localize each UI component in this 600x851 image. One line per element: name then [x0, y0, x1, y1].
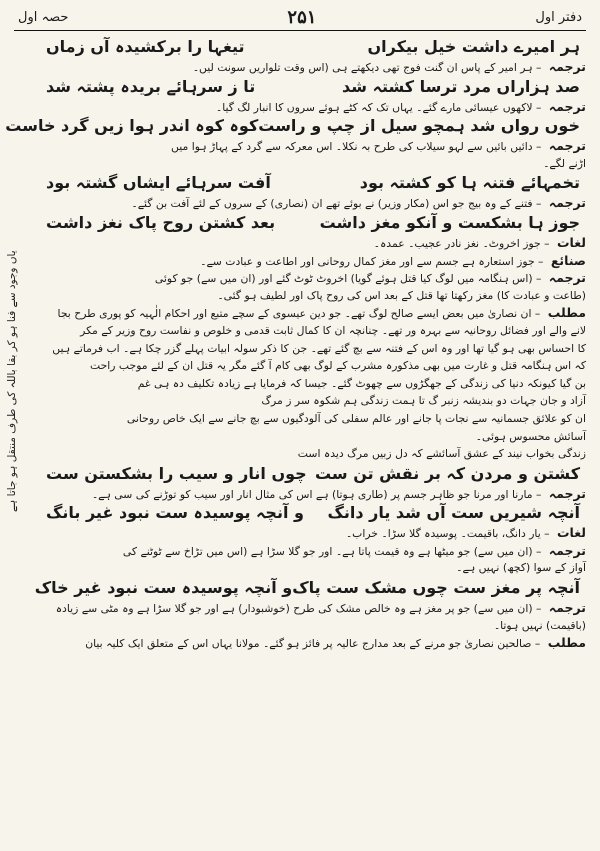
verse-line: [40, 172, 586, 194]
prose-line: ترجمہ – لاکھوں عیسائی مارے گئے۔ یہاں تک کہ کٹے ہوئے سروں کا انبار لگ گیا۔: [215, 98, 586, 114]
line-label: صنائع: [550, 252, 586, 268]
line-text: ان کو علائق جسمانیہ سے نجات پا جانے اور عالم سفلی کی آلودگیوں سے بچ جانے سے ایک خاص روحانی: [126, 411, 586, 425]
line-text: اڑنے لگے۔: [543, 156, 586, 170]
prose-line: [40, 392, 586, 410]
prose-line: [40, 410, 586, 428]
verse-hemistich-right: آنچہ شیریں ست آں شد یار دانگ: [327, 503, 580, 523]
prose-line: [40, 357, 586, 375]
line-text: یار دانگ، باقیمت۔ پوسیدہ گلا سڑا۔ خراب۔: [345, 527, 541, 541]
verse-hemistich-right: جوز ہا بشکست و آنکو مغز داشت: [319, 212, 580, 232]
prose-line: [40, 445, 586, 463]
prose-line: [40, 428, 586, 446]
prose-line: ترجمہ – (ان میں سے) جو میٹھا ہے وہ قیمت پاتا ہے۔ اور جو گلا سڑا ہے (اس میں تڑاخ سے ٹوٹنے کی: [122, 542, 586, 558]
verse-line: [40, 212, 586, 234]
prose-line: [40, 617, 586, 635]
line-label: مطلب: [547, 305, 586, 321]
line-text: لاکھوں عیسائی مارے گئے۔ یہاں تک کہ کٹے ہوئے سروں کا انبار لگ گیا۔: [215, 100, 533, 114]
prose-line: [40, 155, 586, 173]
line-text: بن گیا کیونکہ دنیا کی زندگی کے جھگڑوں سے چھوٹ گئے۔ جیسا کہ فرمایا ہے زیادہ تکلیف دہ ہی غم: [137, 376, 586, 390]
verse-hemistich-left: و آنچہ پوسیدہ ست نبود غیر بانگ: [46, 503, 304, 523]
verse-hemistich-right: تخمہائے فتنہ ہا کو کشتہ بود: [359, 173, 580, 193]
prose-line: [40, 322, 586, 340]
prose-line: مطلب – صالحین نصاریٰ جو مرنے کے بعد مدارج عالیہ پر فائز ہو گئے۔ مولانا یہاں اس کے متعلق ایک کلیہ بیان: [85, 635, 586, 651]
line-text: (طاعت و عبادت کا) مغز رکھتا تھا قتل کے بعد اس کی روح پاک اور لطیف ہو گئی۔: [217, 288, 586, 302]
line-text: جوز استعارہ ہے جسم سے اور مغز کمال روحانی اور اطاعت و عبادت سے۔: [200, 254, 535, 268]
line-label: مطلب: [547, 635, 586, 651]
prose-line: ترجمہ – (اس ہنگامہ میں لوگ کیا قتل ہوئے گویا) اخروٹ ٹوٹ گئے اور (ان میں سے) جو کوئی: [154, 270, 586, 286]
header-divider: [14, 30, 586, 31]
line-text: کہ اس ہنگامہ قتل و غارت میں بھی مذکورہ مشرب کے لوگ بھی کام آ گئے مگر یہ قتل ان کے لئے موجب راحت: [90, 359, 586, 373]
page-number: ۲۵۱: [287, 6, 317, 28]
line-label: ترجمہ: [548, 195, 586, 211]
prose-line: لغات – جوز اخروٹ۔ نغز نادر عجیب۔ عمدہ۔: [373, 234, 586, 250]
verse-line: [40, 76, 586, 98]
verse-hemistich-right: خوں رواں شد ہمچو سیل از چپ و راست: [258, 116, 580, 136]
verse-hemistich-left: آفت سرہائے ایشاں گشتہ بود: [46, 173, 271, 193]
header-book-section: دفتر اول: [535, 9, 582, 25]
prose-line: مطلب – ان نصاریٰ میں بعض ایسے صالح لوگ تھے۔ جو دین عیسوی کے سچے متبع اور احکام الٰہیہ کو پوری طرح بجا: [57, 305, 586, 321]
verse-hemistich-right: آنچہ پر مغز ست چوں مشک ست پاک: [292, 578, 580, 598]
line-label: ترجمہ: [548, 542, 586, 558]
line-text: دائیں بائیں سے لہو سیلاب کی طرح بہ نکلا۔ اس معرکہ سے گرد کے پہاڑ ہوا میں: [171, 140, 533, 154]
page-header: [18, 6, 582, 28]
line-text: کا احساس بھی ہو گیا تھا اور وہ اس کے فتنہ سے بچ گئے تھے۔ جن کا ذکر سولہ ابیات پہلے گزر چکا ہے۔ اب فرماتے ہیں: [52, 341, 586, 355]
line-label: ترجمہ: [548, 600, 586, 616]
verse-hemistich-left: تیغہا را برکشیدہ آں زماں: [46, 37, 245, 56]
line-text: (اس ہنگامہ میں لوگ کیا قتل ہوئے گویا) اخروٹ ٹوٹ گئے اور (ان میں سے) جو کوئی: [154, 272, 533, 286]
prose-line: [40, 287, 586, 305]
line-label: ترجمہ: [548, 270, 586, 286]
line-text: فتنے کے وہ بیج جو اس (مکار وزیر) نے بوئے تھے ان (نصاری) کے سروں کے لئے آفت بن گئے۔: [131, 197, 533, 211]
line-text: (باقیمت) نہیں ہوتا۔: [493, 618, 586, 632]
prose-line: لغات – یار دانگ، باقیمت۔ پوسیدہ گلا سڑا۔ خراب۔: [345, 525, 586, 541]
line-label: ترجمہ: [548, 138, 586, 154]
verse-hemistich-right: کشتن و مردن کہ بر نقش تن ست: [314, 463, 580, 483]
line-text: جوز اخروٹ۔ نغز نادر عجیب۔ عمدہ۔: [373, 236, 541, 250]
verse-line: [34, 577, 586, 599]
verse-hemistich-left: کوہ کوہ اندر ہوا زیں گرد خاست: [5, 116, 259, 136]
verse-hemistich-left: بعد کشتن روح پاک نغز داشت: [46, 212, 276, 232]
line-text: مارنا اور مرنا جو ظاہر جسم پر (طاری ہوتا) ہے اس کی مثال انار اور سیب کو توڑنے کی سی ہے۔: [91, 487, 533, 501]
prose-line: [40, 340, 586, 358]
line-label: ترجمہ: [548, 59, 586, 74]
prose-line: ترجمہ – مارنا اور مرنا جو ظاہر جسم پر (طاری ہوتا) ہے اس کی مثال انار اور سیب کو توڑنے کی سی ہے۔: [91, 485, 586, 501]
line-text: (ان میں سے) جو پر مغز ہے وہ خالص مشک کی طرح (خوشبودار) ہے اور جو گلا سڑا ہے وہ مٹی سے زیادہ: [55, 602, 533, 616]
verse-hemistich-right: صد ہزاراں مرد ترسا کشتہ شد: [342, 76, 580, 96]
verse-line: [5, 115, 586, 137]
line-text: آسائش محسوس ہوئی۔: [475, 429, 586, 443]
header-part-label: حصہ اول: [18, 9, 69, 25]
verse-hemistich-left: چوں انار و سیب را بشکستن ست: [46, 463, 307, 483]
prose-line: [40, 559, 586, 577]
line-label: ترجمہ: [548, 485, 586, 501]
line-text: لانے والے اور فضائل روحانیہ سے بہرہ ور تھے۔ چنانچہ ان کا کمال ثابت قدمی و خلوص و نفاست روح وزیر کے مکر: [80, 323, 586, 337]
line-text: آواز کے سوا (کچھ) نہیں ہے۔: [456, 561, 586, 575]
verse-hemistich-right: ہر امیرے داشت خیل بیکراں: [367, 37, 580, 56]
verse-line: [40, 502, 586, 524]
line-text: صالحین نصاریٰ جو مرنے کے بعد مدارج عالیہ پر فائز ہو گئے۔ مولانا یہاں اس کے متعلق ایک کلیہ بیان: [85, 637, 532, 651]
line-text: ہر امیر کے پاس ان گنت فوج تھی دیکھتے ہی (اس وقت تلواریں سونت لیں۔: [192, 61, 533, 74]
line-text: آزاد و جان جہات دو بندیشہ زنبر گ تا ہمت زندگی ہم شکوہ سر ز مرگ: [261, 394, 586, 408]
prose-line: ترجمہ – (ان میں سے) جو پر مغز ہے وہ خالص مشک کی طرح (خوشبودار) ہے اور جو گلا سڑا ہے وہ مٹی سے زیادہ: [55, 600, 586, 616]
prose-line: ترجمہ – فتنے کے وہ بیج جو اس (مکار وزیر) نے بوئے تھے ان (نصاری) کے سروں کے لئے آفت بن گئے۔: [131, 195, 586, 211]
prose-line: ترجمہ – ہر امیر کے پاس ان گنت فوج تھی دیکھتے ہی (اس وقت تلواریں سونت لیں۔: [192, 59, 586, 74]
verse-line: [40, 463, 586, 485]
verse-hemistich-left: و آنچہ پوسیدہ ست نبود غیر خاک: [34, 578, 293, 598]
prose-line: صنائع – جوز استعارہ ہے جسم سے اور مغز کمال روحانی اور اطاعت و عبادت سے۔: [200, 252, 586, 268]
line-label: ترجمہ: [548, 98, 586, 114]
margin-note: یاں وجود سے فنا ہو کر بقا باللہ کی طرف منتقل ہو جاتا ہے: [6, 250, 18, 512]
line-text: زندگی بخواب نیند کے عشق آسائشے کہ دل زبیں مرگ دیدہ است: [297, 447, 586, 461]
prose-line: [40, 375, 586, 393]
prose-line: ترجمہ – دائیں بائیں سے لہو سیلاب کی طرح بہ نکلا۔ اس معرکہ سے گرد کے پہاڑ ہوا میں: [171, 138, 586, 154]
line-label: لغات: [556, 525, 586, 541]
line-text: (ان میں سے) جو میٹھا ہے وہ قیمت پاتا ہے۔ اور جو گلا سڑا ہے (اس میں تڑاخ سے ٹوٹنے کی: [122, 544, 533, 558]
line-label: لغات: [556, 234, 586, 250]
verse-line: [40, 36, 586, 58]
line-text: ان نصاریٰ میں بعض ایسے صالح لوگ تھے۔ جو دین عیسوی کے سچے متبع اور احکام الٰہیہ کو پوری طرح بجا: [57, 307, 532, 321]
verse-hemistich-left: تا ز سرہائے بریدہ پشتہ شد: [46, 76, 256, 96]
